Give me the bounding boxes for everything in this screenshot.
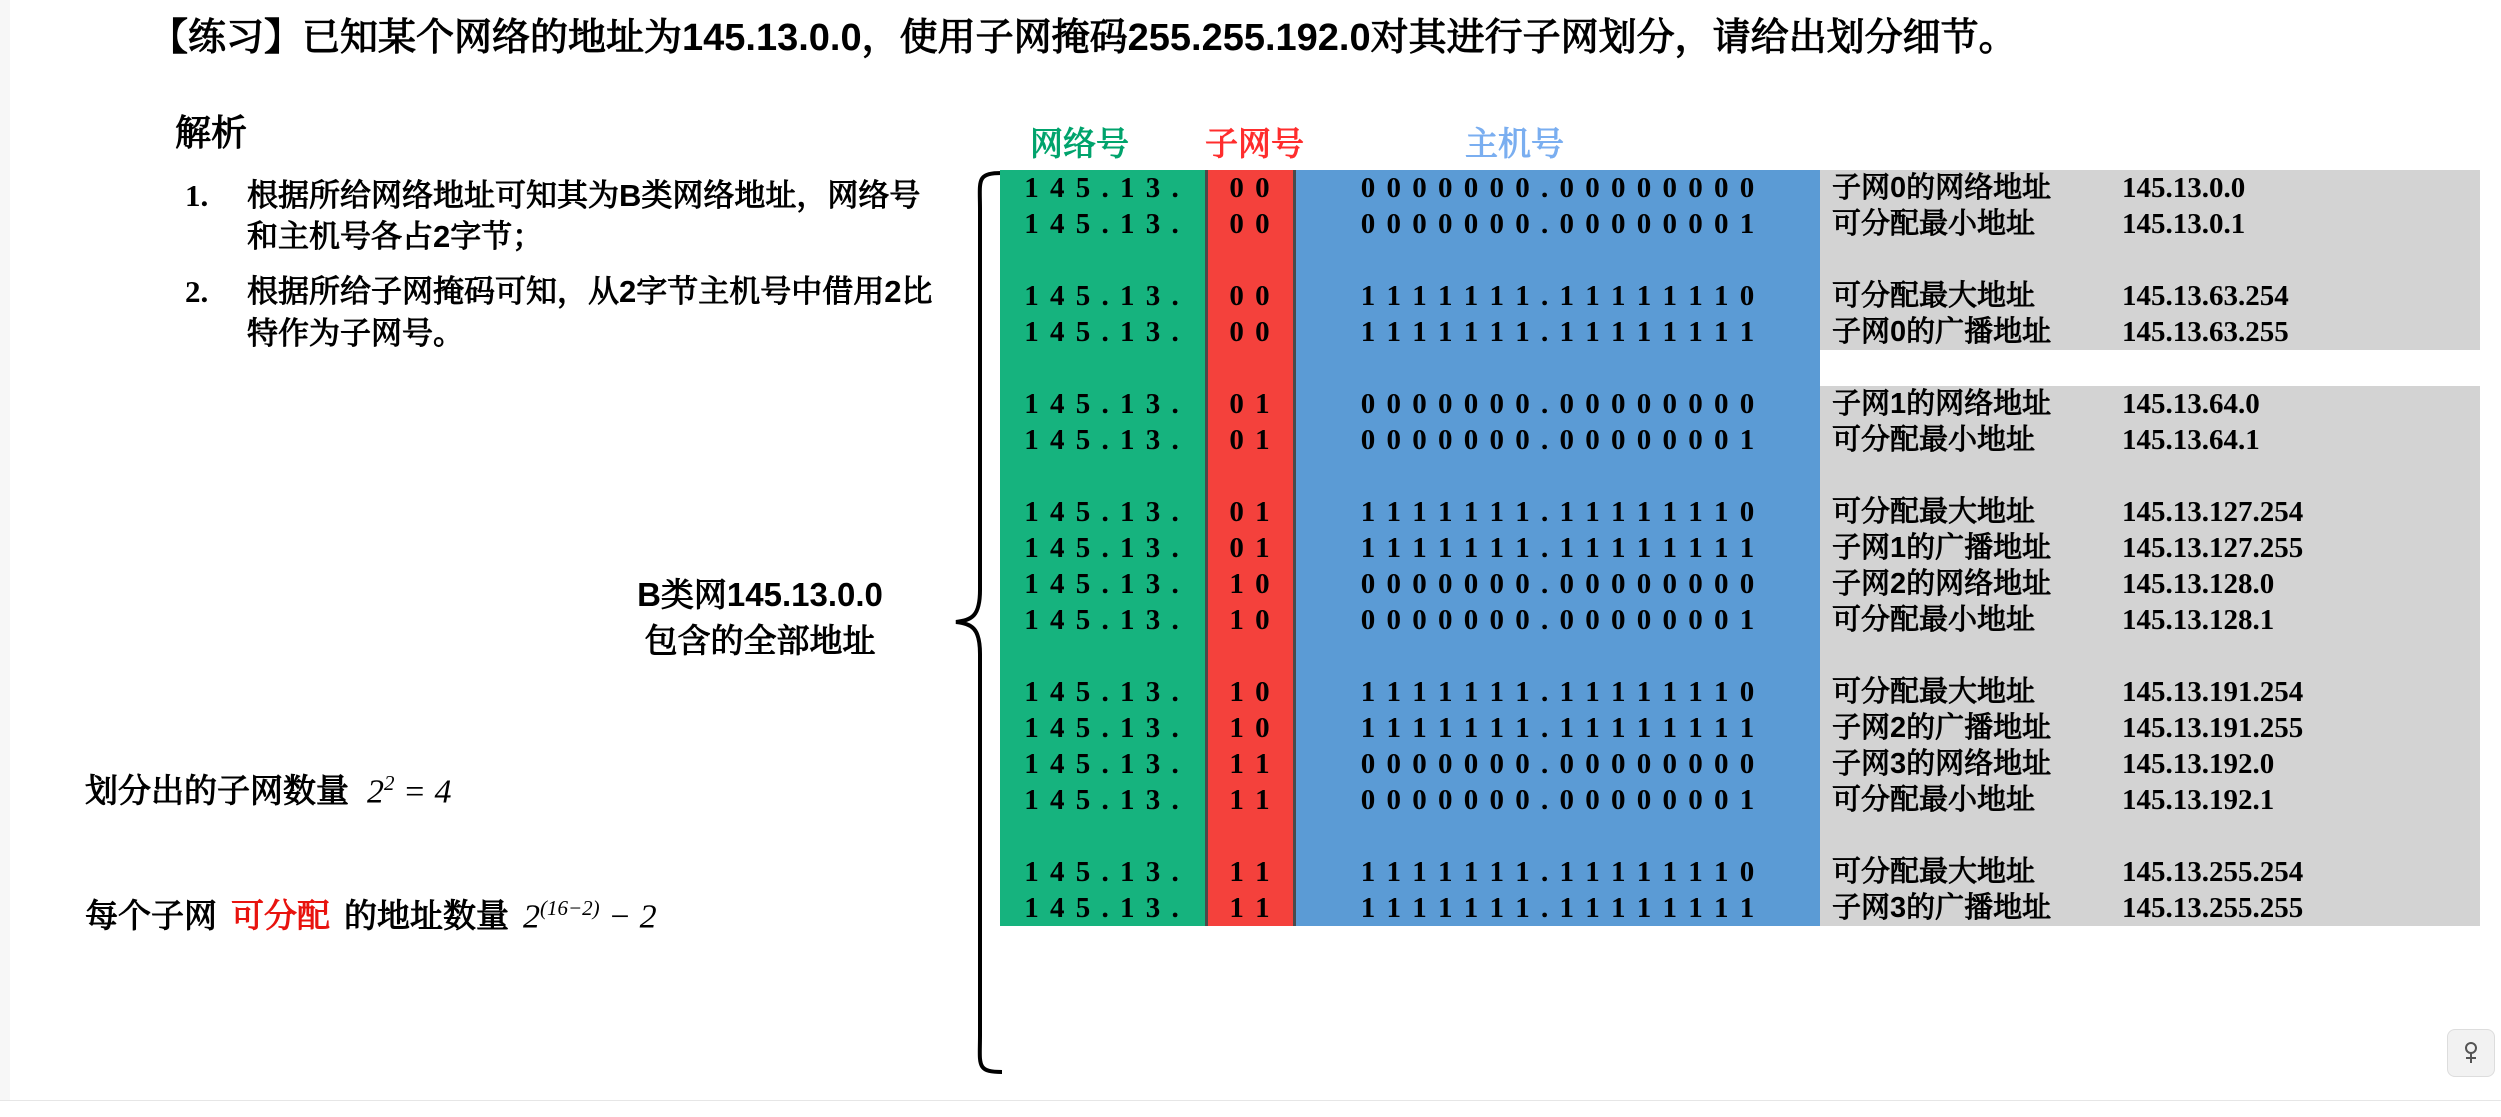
binary-row-subnet: 1 1 xyxy=(1229,856,1272,888)
vertical-ellipsis-icon xyxy=(1000,458,1205,494)
info-row xyxy=(1820,854,2480,890)
info-row-label: 子网1的广播地址 xyxy=(1832,532,2052,564)
brace-caption-line2: 包含的全部地址 xyxy=(644,622,876,660)
list-item xyxy=(185,271,945,353)
list-item-text: 根据所给网络地址可知其为B类网络地址，网络号和主机号各占2字节； xyxy=(247,178,921,255)
info-panel-gap xyxy=(1820,350,2480,386)
binary-row-spacer xyxy=(1000,350,1205,386)
info-row-value: 145.13.128.0 xyxy=(2122,568,2275,600)
vertical-ellipsis-icon xyxy=(1000,818,1205,854)
info-panel-blank xyxy=(1820,242,2480,278)
binary-row-network: 1 4 5 . 1 3 . xyxy=(1024,424,1181,456)
binary-row-network: 1 4 5 . 1 3 . xyxy=(1024,532,1181,564)
list-item-text: 根据所给子网掩码可知，从2字节主机号中借用2比特作为子网号。 xyxy=(247,274,933,351)
binary-row-network: 1 4 5 . 1 3 . xyxy=(1024,712,1181,744)
binary-row-host: 1 1 1 1 1 1 1 . 1 1 1 1 1 1 1 1 xyxy=(1360,532,1757,564)
vertical-ellipsis-icon xyxy=(1208,638,1293,674)
column-header-host: 主机号 xyxy=(1465,125,1564,162)
info-row xyxy=(1820,710,2480,746)
info-row xyxy=(1820,206,2480,242)
binary-row-network: 1 4 5 . 1 3 . xyxy=(1024,856,1181,888)
binary-row-host: 1 1 1 1 1 1 1 . 1 1 1 1 1 1 1 0 xyxy=(1360,496,1757,528)
binary-row-host: 0 0 0 0 0 0 0 . 0 0 0 0 0 0 0 0 xyxy=(1360,388,1757,420)
bottom-bar xyxy=(0,1100,2501,1117)
info-row-label: 子网0的网络地址 xyxy=(1832,172,2052,204)
binary-row-network: 1 4 5 . 1 3 . xyxy=(1024,172,1181,204)
left-edge-strip xyxy=(0,0,10,1117)
subnet-count-line xyxy=(85,765,451,812)
binary-row-host: 1 1 1 1 1 1 1 . 1 1 1 1 1 1 1 1 xyxy=(1360,712,1757,744)
info-row-value: 145.13.191.255 xyxy=(2122,712,2304,744)
binary-row-subnet: 1 0 xyxy=(1229,712,1272,744)
info-row-label: 可分配最小地址 xyxy=(1832,604,2036,636)
usable-label-post: 的地址数量 xyxy=(344,897,509,934)
binary-row-host: 0 0 0 0 0 0 0 . 0 0 0 0 0 0 0 0 xyxy=(1360,172,1757,204)
binary-row-subnet: 0 0 xyxy=(1229,280,1272,312)
binary-row-spacer xyxy=(1296,350,1821,386)
binary-row-network: 1 4 5 . 1 3 . xyxy=(1024,676,1181,708)
binary-row-network: 1 4 5 . 1 3 . xyxy=(1024,604,1181,636)
vertical-ellipsis-icon xyxy=(1208,458,1293,494)
binary-row-subnet: 1 0 xyxy=(1229,568,1272,600)
vertical-ellipsis-icon xyxy=(1000,638,1205,674)
binary-row-host: 1 1 1 1 1 1 1 . 1 1 1 1 1 1 1 1 xyxy=(1360,316,1757,348)
binary-row-network: 1 4 5 . 1 3 . xyxy=(1024,208,1181,240)
info-row xyxy=(1820,278,2480,314)
analysis-heading: 解析 xyxy=(175,112,248,153)
info-row xyxy=(1820,782,2480,818)
binary-row-host: 1 1 1 1 1 1 1 . 1 1 1 1 1 1 1 0 xyxy=(1360,676,1757,708)
vertical-ellipsis-icon xyxy=(1296,242,1821,278)
info-row xyxy=(1820,422,2480,458)
binary-row-host: 0 0 0 0 0 0 0 . 0 0 0 0 0 0 0 0 xyxy=(1360,748,1757,780)
binary-row-subnet: 0 0 xyxy=(1229,172,1272,204)
usable-address-formula: $2^{(16-2)} - 2$ xyxy=(523,895,657,935)
binary-row-host: 1 1 1 1 1 1 1 . 1 1 1 1 1 1 1 1 xyxy=(1360,892,1757,924)
binary-row-host: 0 0 0 0 0 0 0 . 0 0 0 0 0 0 0 1 xyxy=(1360,784,1757,816)
info-row-value: 145.13.128.1 xyxy=(2122,604,2275,636)
binary-address-table xyxy=(1000,170,1821,926)
info-row-label: 子网3的广播地址 xyxy=(1832,892,2052,924)
info-row-value: 145.13.127.255 xyxy=(2122,532,2304,564)
info-row-label: 可分配最大地址 xyxy=(1832,496,2036,528)
binary-row-subnet: 0 0 xyxy=(1229,208,1272,240)
vertical-ellipsis-icon xyxy=(1296,638,1821,674)
info-row xyxy=(1820,746,2480,782)
usable-label-pre: 每个子网 xyxy=(85,897,217,934)
info-row-value: 145.13.127.254 xyxy=(2122,496,2304,528)
binary-row-network: 1 4 5 . 1 3 . xyxy=(1024,748,1181,780)
info-row-label: 可分配最小地址 xyxy=(1832,784,2036,816)
info-row-label: 子网0的广播地址 xyxy=(1832,316,2052,348)
info-row-label: 可分配最大地址 xyxy=(1832,856,2036,888)
binary-row-network: 1 4 5 . 1 3 . xyxy=(1024,388,1181,420)
info-row-value: 145.13.63.254 xyxy=(2122,280,2289,312)
binary-row-host: 0 0 0 0 0 0 0 . 0 0 0 0 0 0 0 1 xyxy=(1360,604,1757,636)
page-title: 【练习】已知某个网络的地址为145.13.0.0，使用子网掩码255.255.192.0对其进行子网划分，请给出划分细节。 xyxy=(150,17,2017,59)
binary-row-host: 1 1 1 1 1 1 1 . 1 1 1 1 1 1 1 0 xyxy=(1360,856,1757,888)
binary-row-subnet: 1 1 xyxy=(1229,784,1272,816)
brace-caption-line1: B类网145.13.0.0 xyxy=(637,576,883,613)
info-row xyxy=(1820,494,2480,530)
info-row-value: 145.13.0.0 xyxy=(2122,172,2246,204)
binary-row-spacer xyxy=(1208,350,1293,386)
info-row xyxy=(1820,530,2480,566)
info-row xyxy=(1820,890,2480,926)
binary-row-subnet: 1 0 xyxy=(1229,604,1272,636)
info-row xyxy=(1820,314,2480,350)
usable-address-line xyxy=(85,890,657,937)
subnet-count-formula: $2^2 = 4$ xyxy=(367,770,452,810)
subnet-info-panel xyxy=(1820,170,2480,926)
info-row-value: 145.13.191.254 xyxy=(2122,676,2304,708)
binary-row-network: 1 4 5 . 1 3 . xyxy=(1024,784,1181,816)
column-header-subnet: 子网号 xyxy=(1205,125,1304,162)
subnet-count-label: 划分出的子网数量 xyxy=(85,772,349,809)
info-row-label: 可分配最大地址 xyxy=(1832,280,2036,312)
binary-row-network: 1 4 5 . 1 3 . xyxy=(1024,280,1181,312)
binary-row-subnet: 1 1 xyxy=(1229,748,1272,780)
info-row xyxy=(1820,602,2480,638)
network-column xyxy=(1000,170,1205,926)
binary-row-subnet: 0 0 xyxy=(1229,316,1272,348)
info-row-label: 子网2的网络地址 xyxy=(1832,568,2052,600)
info-row-label: 子网2的广播地址 xyxy=(1832,712,2052,744)
binary-row-network: 1 4 5 . 1 3 . xyxy=(1024,568,1181,600)
binary-row-subnet: 1 1 xyxy=(1229,892,1272,924)
info-row-value: 145.13.64.1 xyxy=(2122,424,2260,456)
binary-row-network: 1 4 5 . 1 3 . xyxy=(1024,892,1181,924)
binary-row-network: 1 4 5 . 1 3 . xyxy=(1024,316,1181,348)
binary-row-host: 1 1 1 1 1 1 1 . 1 1 1 1 1 1 1 0 xyxy=(1360,280,1757,312)
info-row-value: 145.13.255.255 xyxy=(2122,892,2304,924)
info-panel-blank xyxy=(1820,638,2480,674)
info-row-value: 145.13.192.0 xyxy=(2122,748,2275,780)
info-row-label: 可分配最小地址 xyxy=(1832,208,2036,240)
info-row-value: 145.13.192.1 xyxy=(2122,784,2275,816)
vertical-ellipsis-icon xyxy=(1208,818,1293,854)
vertical-ellipsis-icon xyxy=(1208,242,1293,278)
binary-row-subnet: 0 1 xyxy=(1229,532,1272,564)
binary-row-host: 0 0 0 0 0 0 0 . 0 0 0 0 0 0 0 1 xyxy=(1360,424,1757,456)
info-row-label: 子网3的网络地址 xyxy=(1832,748,2052,780)
info-row-value: 145.13.255.254 xyxy=(2122,856,2304,888)
info-row xyxy=(1820,566,2480,602)
vertical-ellipsis-icon xyxy=(1296,458,1821,494)
info-row-label: 可分配最大地址 xyxy=(1832,676,2036,708)
info-row-label: 子网1的网络地址 xyxy=(1832,388,2052,420)
binary-row-host: 0 0 0 0 0 0 0 . 0 0 0 0 0 0 0 0 xyxy=(1360,568,1757,600)
column-header-network: 网络号 xyxy=(1030,125,1129,162)
brace-caption xyxy=(560,572,960,664)
subnet-column xyxy=(1205,170,1296,926)
vertical-ellipsis-icon xyxy=(1000,242,1205,278)
info-row-value: 145.13.63.255 xyxy=(2122,316,2289,348)
analysis-steps xyxy=(185,175,945,368)
binary-row-network: 1 4 5 . 1 3 . xyxy=(1024,496,1181,528)
info-row xyxy=(1820,674,2480,710)
host-column xyxy=(1296,170,1821,926)
list-item xyxy=(185,175,945,257)
info-row-value: 145.13.0.1 xyxy=(2122,208,2246,240)
vertical-ellipsis-icon xyxy=(1296,818,1821,854)
info-row xyxy=(1820,386,2480,422)
info-row-label: 可分配最小地址 xyxy=(1832,424,2036,456)
list-item-index: 2. xyxy=(185,274,209,310)
binary-row-host: 0 0 0 0 0 0 0 . 0 0 0 0 0 0 0 1 xyxy=(1360,208,1757,240)
info-panel-blank xyxy=(1820,458,2480,494)
binary-row-subnet: 1 0 xyxy=(1229,676,1272,708)
binary-row-subnet: 0 1 xyxy=(1229,496,1272,528)
resize-handle-icon[interactable] xyxy=(2447,1029,2495,1077)
binary-row-subnet: 0 1 xyxy=(1229,388,1272,420)
binary-row-subnet: 0 1 xyxy=(1229,424,1272,456)
usable-label-highlight: 可分配 xyxy=(231,897,330,934)
list-item-index: 1. xyxy=(185,178,209,213)
info-row-value: 145.13.64.0 xyxy=(2122,388,2260,420)
info-row xyxy=(1820,170,2480,206)
info-panel-blank xyxy=(1820,818,2480,854)
